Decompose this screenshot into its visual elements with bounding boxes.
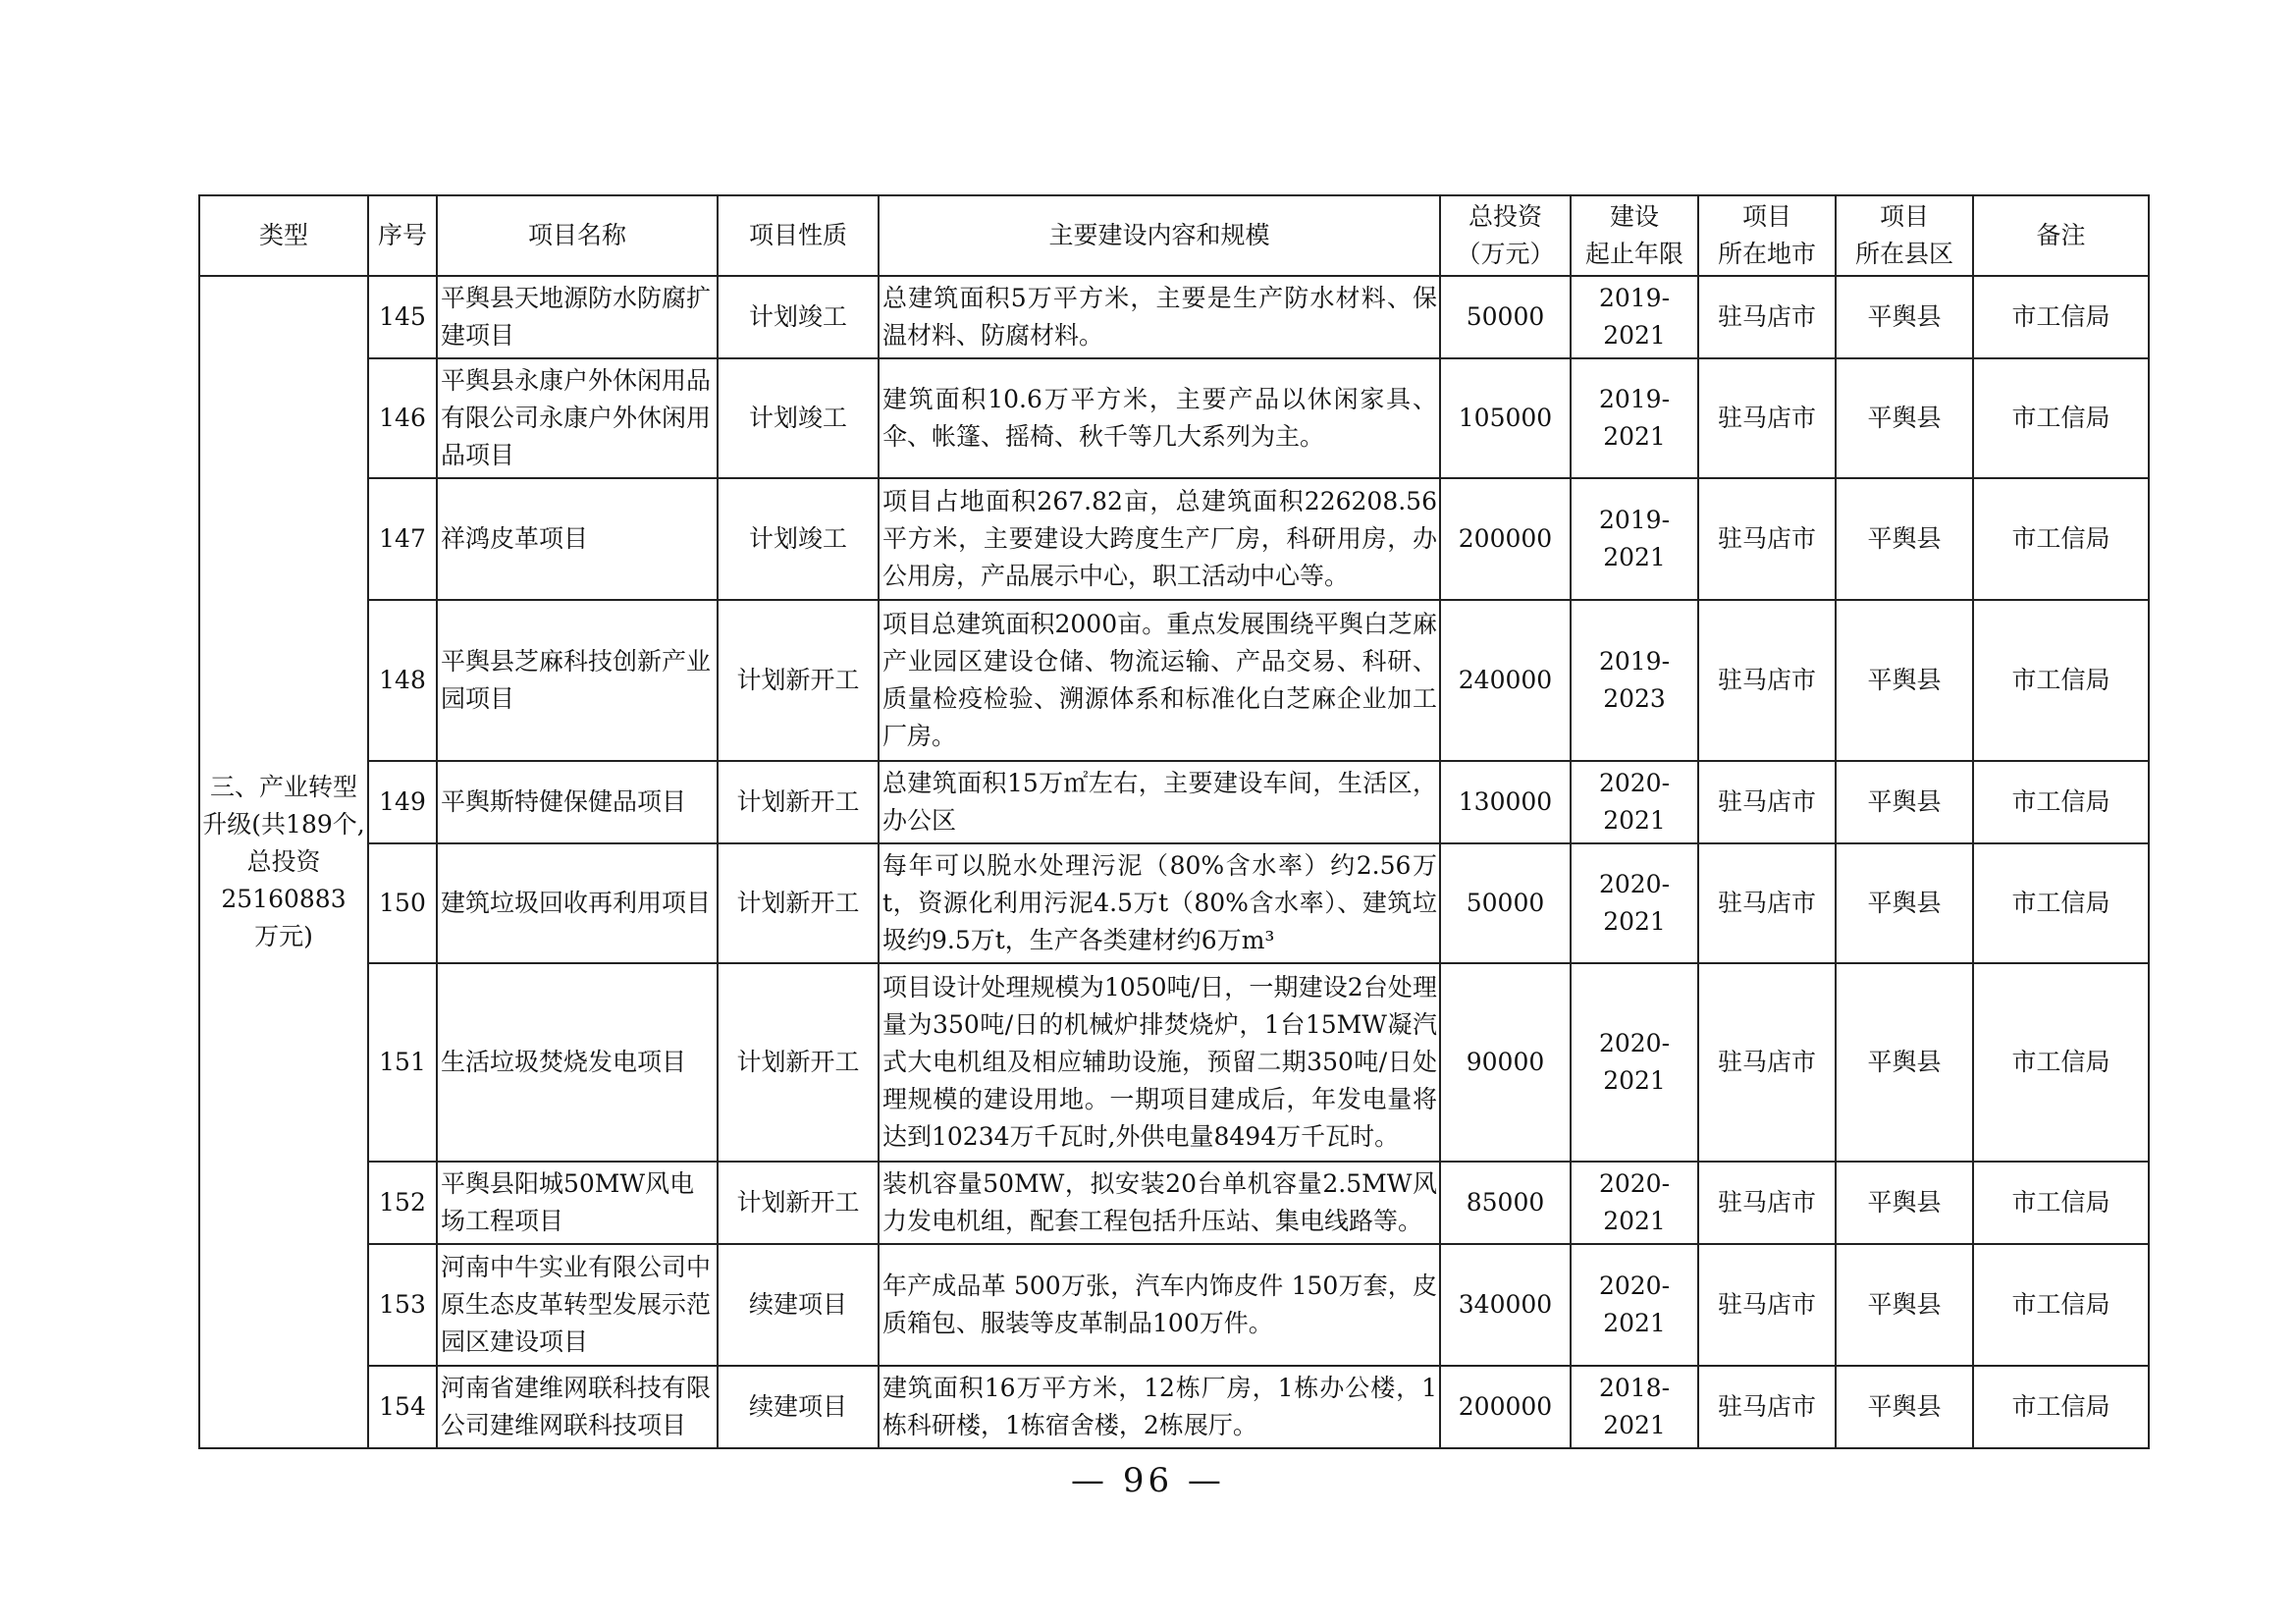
project-name: 平舆县永康户外休闲用品有限公司永康户外休闲用品项目 bbox=[437, 358, 718, 478]
header-project-name: 项目名称 bbox=[437, 195, 718, 276]
project-nature: 计划竣工 bbox=[718, 358, 879, 478]
row-number: 154 bbox=[368, 1366, 437, 1448]
project-content: 项目占地面积267.82亩，总建筑面积226208.56平方米，主要建设大跨度生产厂房，科研用房，办公用房，产品展示中心，职工活动中心等。 bbox=[879, 478, 1440, 600]
project-content: 总建筑面积15万㎡左右，主要建设车间，生活区，办公区 bbox=[879, 761, 1440, 843]
project-city: 驻马店市 bbox=[1698, 761, 1836, 843]
project-county: 平舆县 bbox=[1836, 843, 1973, 963]
project-nature: 计划新开工 bbox=[718, 1162, 879, 1244]
table-row bbox=[199, 1366, 2149, 1448]
row-number: 153 bbox=[368, 1244, 437, 1366]
project-city: 驻马店市 bbox=[1698, 963, 1836, 1162]
total-investment: 50000 bbox=[1440, 276, 1571, 358]
project-nature: 计划新开工 bbox=[718, 761, 879, 843]
project-city: 驻马店市 bbox=[1698, 358, 1836, 478]
total-investment: 105000 bbox=[1440, 358, 1571, 478]
project-name: 河南中牛实业有限公司中原生态皮革转型发展示范园区建设项目 bbox=[437, 1244, 718, 1366]
row-number: 152 bbox=[368, 1162, 437, 1244]
header-total-investment bbox=[1440, 195, 1571, 276]
remark: 市工信局 bbox=[1973, 1162, 2149, 1244]
header-remark: 备注 bbox=[1973, 195, 2149, 276]
total-investment: 85000 bbox=[1440, 1162, 1571, 1244]
total-investment: 90000 bbox=[1440, 963, 1571, 1162]
page-number: — 96 — bbox=[1071, 1461, 1225, 1500]
total-investment: 50000 bbox=[1440, 843, 1571, 963]
project-county: 平舆县 bbox=[1836, 963, 1973, 1162]
project-city: 驻马店市 bbox=[1698, 1244, 1836, 1366]
row-number: 147 bbox=[368, 478, 437, 600]
project-nature: 计划新开工 bbox=[718, 843, 879, 963]
project-table bbox=[198, 194, 2150, 1449]
total-investment: 200000 bbox=[1440, 478, 1571, 600]
project-city: 驻马店市 bbox=[1698, 478, 1836, 600]
table-row bbox=[199, 1162, 2149, 1244]
project-city: 驻马店市 bbox=[1698, 1162, 1836, 1244]
header-construction-period-line2: 起止年限 bbox=[1584, 240, 1683, 268]
category-line-2: 升级(共189个, bbox=[202, 810, 365, 839]
project-name: 平舆县阳城50MW风电场工程项目 bbox=[437, 1162, 718, 1244]
row-number: 148 bbox=[368, 600, 437, 761]
project-nature: 计划新开工 bbox=[718, 600, 879, 761]
project-county: 平舆县 bbox=[1836, 1366, 1973, 1448]
construction-period: 2020-2021 bbox=[1571, 1162, 1698, 1244]
remark: 市工信局 bbox=[1973, 1244, 2149, 1366]
remark: 市工信局 bbox=[1973, 276, 2149, 358]
project-nature: 续建项目 bbox=[718, 1366, 879, 1448]
project-county: 平舆县 bbox=[1836, 276, 1973, 358]
row-number: 151 bbox=[368, 963, 437, 1162]
header-county-line1: 项目 bbox=[1879, 202, 1929, 231]
project-city: 驻马店市 bbox=[1698, 276, 1836, 358]
header-city-line1: 项目 bbox=[1741, 202, 1791, 231]
row-number: 150 bbox=[368, 843, 437, 963]
total-investment: 340000 bbox=[1440, 1244, 1571, 1366]
project-content: 总建筑面积5万平方米，主要是生产防水材料、保温材料、防腐材料。 bbox=[879, 276, 1440, 358]
construction-period: 2020-2021 bbox=[1571, 1244, 1698, 1366]
project-county: 平舆县 bbox=[1836, 478, 1973, 600]
remark: 市工信局 bbox=[1973, 963, 2149, 1162]
project-content: 装机容量50MW，拟安装20台单机容量2.5MW风力发电机组，配套工程包括升压站、集电线路等。 bbox=[879, 1162, 1440, 1244]
header-construction-period-line1: 建设 bbox=[1609, 202, 1659, 231]
project-name: 生活垃圾焚烧发电项目 bbox=[437, 963, 718, 1162]
project-city: 驻马店市 bbox=[1698, 600, 1836, 761]
row-number: 145 bbox=[368, 276, 437, 358]
project-name: 平舆县天地源防水防腐扩建项目 bbox=[437, 276, 718, 358]
header-total-investment-line1: 总投资 bbox=[1468, 202, 1542, 231]
remark: 市工信局 bbox=[1973, 843, 2149, 963]
header-total-investment-line2: （万元） bbox=[1456, 240, 1555, 268]
project-name: 平舆斯特健保健品项目 bbox=[437, 761, 718, 843]
project-city: 驻马店市 bbox=[1698, 1366, 1836, 1448]
total-investment: 200000 bbox=[1440, 1366, 1571, 1448]
table-row bbox=[199, 1244, 2149, 1366]
remark: 市工信局 bbox=[1973, 358, 2149, 478]
project-nature: 续建项目 bbox=[718, 1244, 879, 1366]
construction-period: 2020-2021 bbox=[1571, 761, 1698, 843]
project-content: 建筑面积10.6万平方米，主要产品以休闲家具、伞、帐篷、摇椅、秋千等几大系列为主。 bbox=[879, 358, 1440, 478]
total-investment: 240000 bbox=[1440, 600, 1571, 761]
project-name: 河南省建维网联科技有限公司建维网联科技项目 bbox=[437, 1366, 718, 1448]
category-cell bbox=[199, 276, 368, 1448]
category-line-1: 三、产业转型 bbox=[209, 773, 357, 801]
category-line-3: 总投资25160883 bbox=[221, 847, 347, 913]
construction-period: 2020-2021 bbox=[1571, 843, 1698, 963]
construction-period: 2019-2021 bbox=[1571, 276, 1698, 358]
header-city bbox=[1698, 195, 1836, 276]
construction-period: 2019-2023 bbox=[1571, 600, 1698, 761]
header-type: 类型 bbox=[199, 195, 368, 276]
row-number: 146 bbox=[368, 358, 437, 478]
project-content: 建筑面积16万平方米，12栋厂房，1栋办公楼，1栋科研楼，1栋宿舍楼，2栋展厅。 bbox=[879, 1366, 1440, 1448]
project-county: 平舆县 bbox=[1836, 1162, 1973, 1244]
header-project-nature: 项目性质 bbox=[718, 195, 879, 276]
project-nature: 计划竣工 bbox=[718, 276, 879, 358]
table-body bbox=[199, 276, 2149, 1448]
project-name: 祥鸿皮革项目 bbox=[437, 478, 718, 600]
project-city: 驻马店市 bbox=[1698, 843, 1836, 963]
total-investment: 130000 bbox=[1440, 761, 1571, 843]
project-name: 建筑垃圾回收再利用项目 bbox=[437, 843, 718, 963]
header-construction-period bbox=[1571, 195, 1698, 276]
table-row bbox=[199, 276, 2149, 358]
header-county-line2: 所在县区 bbox=[1854, 240, 1953, 268]
project-content: 项目设计处理规模为1050吨/日，一期建设2台处理量为350吨/日的机械炉排焚烧炉，1台15MW凝汽式大电机组及相应辅助设施，预留二期350吨/日处理规模的建设用地。一期项目建成后，年发电量将达到10234万千瓦时,外供电量8494万千瓦时。 bbox=[879, 963, 1440, 1162]
remark: 市工信局 bbox=[1973, 600, 2149, 761]
project-county: 平舆县 bbox=[1836, 600, 1973, 761]
table-row bbox=[199, 963, 2149, 1162]
table-header-row bbox=[199, 195, 2149, 276]
row-number: 149 bbox=[368, 761, 437, 843]
construction-period: 2019-2021 bbox=[1571, 358, 1698, 478]
project-name: 平舆县芝麻科技创新产业园项目 bbox=[437, 600, 718, 761]
remark: 市工信局 bbox=[1973, 478, 2149, 600]
construction-period: 2019-2021 bbox=[1571, 478, 1698, 600]
header-number: 序号 bbox=[368, 195, 437, 276]
table-row bbox=[199, 600, 2149, 761]
project-nature: 计划竣工 bbox=[718, 478, 879, 600]
table-row bbox=[199, 761, 2149, 843]
header-city-line2: 所在地市 bbox=[1717, 240, 1816, 268]
project-nature: 计划新开工 bbox=[718, 963, 879, 1162]
project-content: 项目总建筑面积2000亩。重点发展围绕平舆白芝麻产业园区建设仓储、物流运输、产品交易、科研、质量检疫检验、溯源体系和标准化白芝麻企业加工厂房。 bbox=[879, 600, 1440, 761]
category-line-4: 万元) bbox=[254, 922, 313, 950]
project-county: 平舆县 bbox=[1836, 358, 1973, 478]
table-row bbox=[199, 358, 2149, 478]
table-row bbox=[199, 478, 2149, 600]
project-content: 年产成品革 500万张，汽车内饰皮件 150万套，皮质箱包、服装等皮革制品100万件。 bbox=[879, 1244, 1440, 1366]
construction-period: 2020-2021 bbox=[1571, 963, 1698, 1162]
remark: 市工信局 bbox=[1973, 761, 2149, 843]
header-county bbox=[1836, 195, 1973, 276]
table-row bbox=[199, 843, 2149, 963]
project-content: 每年可以脱水处理污泥（80%含水率）约2.56万t，资源化利用污泥4.5万t（80%含水率）、建筑垃圾约9.5万t，生产各类建材约6万m³ bbox=[879, 843, 1440, 963]
project-county: 平舆县 bbox=[1836, 1244, 1973, 1366]
remark: 市工信局 bbox=[1973, 1366, 2149, 1448]
project-county: 平舆县 bbox=[1836, 761, 1973, 843]
header-content-scale: 主要建设内容和规模 bbox=[879, 195, 1440, 276]
construction-period: 2018-2021 bbox=[1571, 1366, 1698, 1448]
